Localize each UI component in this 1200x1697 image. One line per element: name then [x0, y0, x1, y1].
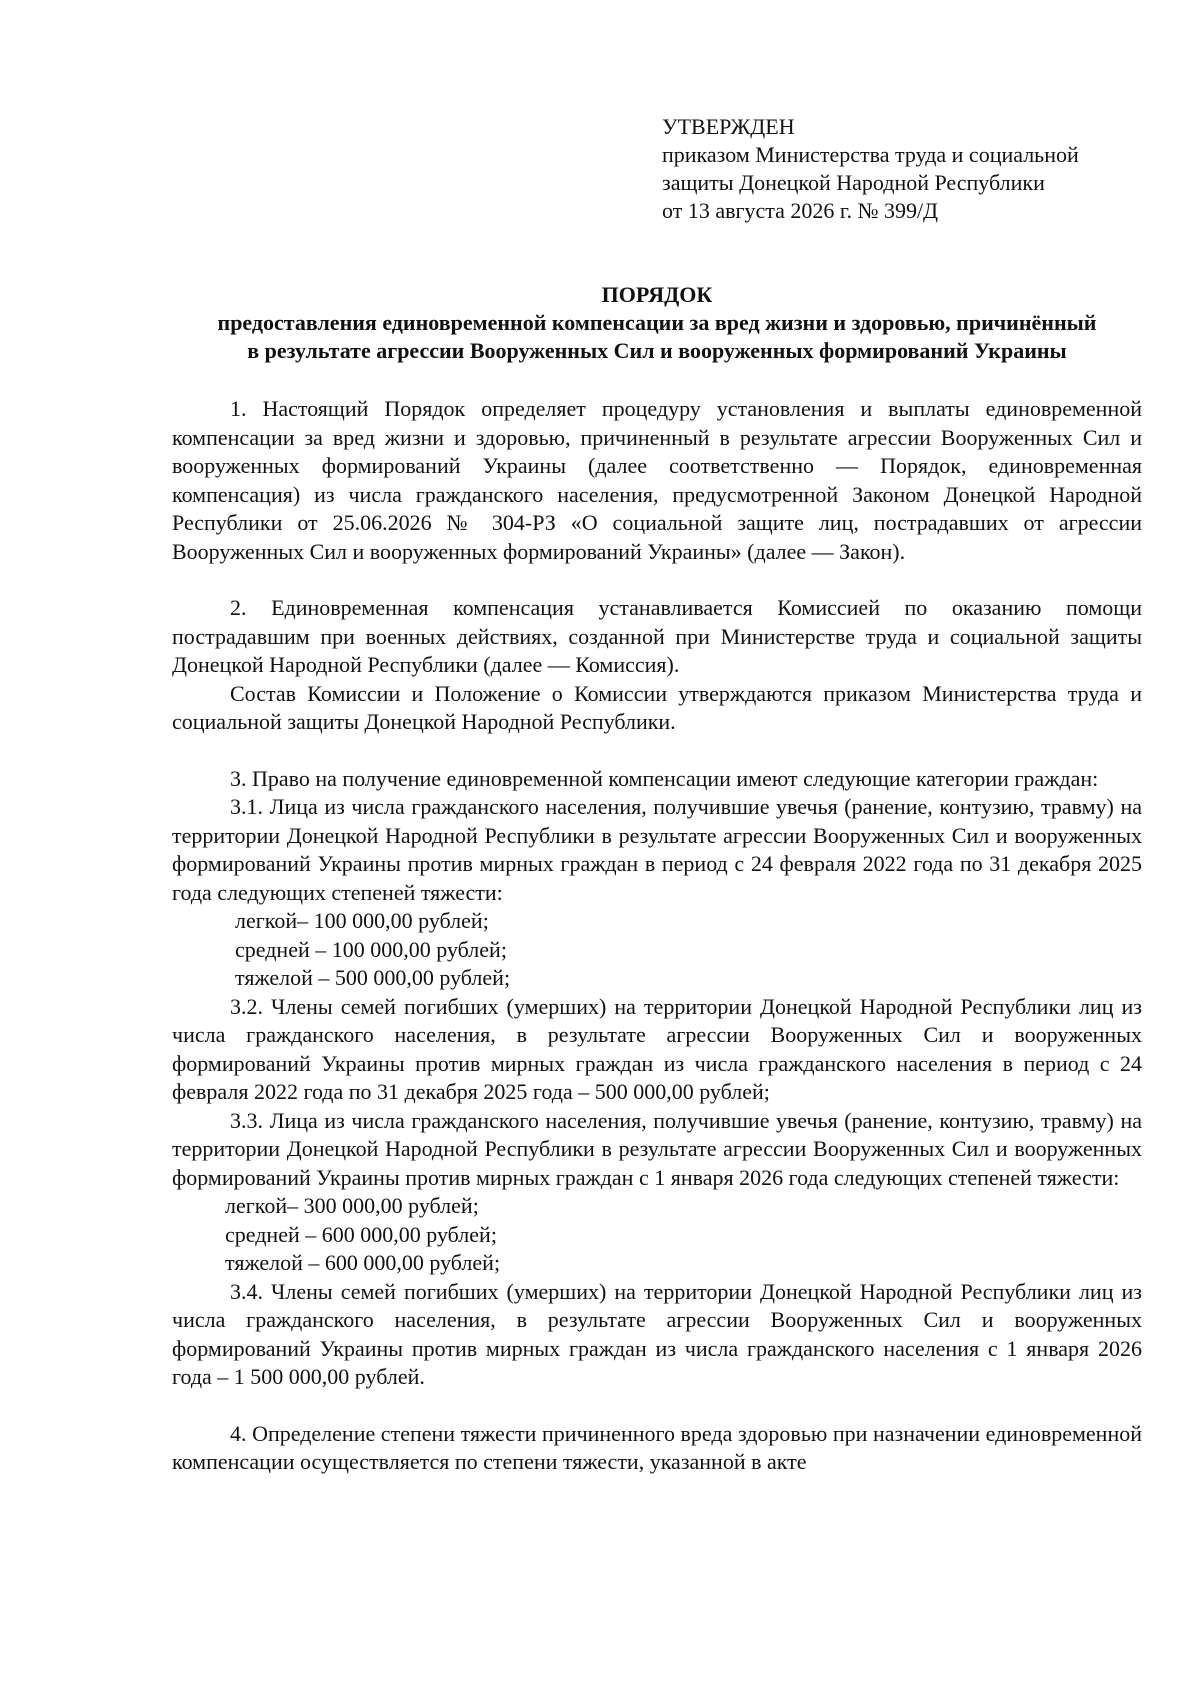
- paragraph-3-3-severe: тяжелой – 600 000,00 рублей;: [225, 1250, 501, 1275]
- paragraph-3-1: 3.1. Лица из числа гражданского населения, получившие увечья (ранение, контузию, травму) на территории Донецкой Народной Республики в результате агрессии Вооруженных Сил и вооруженных формирований Украины против мирных граждан в период с 24 февраля 2022 года по 31 декабря 2025 года следующих степеней тяжести:: [172, 794, 1142, 905]
- paragraph-3: 3. Право на получение единовременной компенсации имеют следующие категории граждан:: [230, 765, 1099, 791]
- paragraph-1: 1. Настоящий Порядок определяет процедуру установления и выплаты единовременной компенсации за вред жизни и здоровью, причиненный в результате агрессии Вооруженных Сил и вооруженных формирований Украины (далее соответственно — Порядок, единовременная компенсация) из числа гражданского населения, предусмотренной Законом Донецкой Народной Республики от 25.06.2026 № 304-РЗ «О социальной защите лиц, пострадавших от агрессии Вооруженных Сил и вооруженных формирований Украины» (далее — Закон).: [172, 396, 1142, 564]
- approval-line-3: от 13 августа 2026 г. № 399/Д: [662, 198, 939, 223]
- paragraph-3-3-light: легкой– 300 000,00 рублей;: [225, 1193, 479, 1218]
- document-heading: [172, 281, 1142, 365]
- document-title: ПОРЯДОК: [601, 282, 713, 307]
- paragraph-3-1-medium: средней – 100 000,00 рублей;: [235, 936, 507, 962]
- document-body: [172, 395, 1142, 1477]
- approval-title: УТВЕРЖДЕН: [662, 114, 795, 139]
- approval-stamp-block: [662, 113, 1162, 225]
- document-subtitle-line-1: предоставления единовременной компенсации за вред жизни и здоровью, причинённый: [217, 310, 1097, 335]
- paragraph-3-3-medium: средней – 600 000,00 рублей;: [225, 1221, 497, 1247]
- paragraph-3-4: 3.4. Члены семей погибших (умерших) на территории Донецкой Народной Республики лиц из числа гражданского населения, в результате агрессии Вооруженных Сил и вооруженных формирований Украины против мирных граждан из числа гражданского населения с 1 января 2026 года – 1 500 000,00 рублей.: [172, 1278, 1142, 1389]
- paragraph-3-1-light: легкой– 100 000,00 рублей;: [235, 908, 489, 933]
- document-subtitle-line-2: в результате агрессии Вооруженных Сил и вооруженных формирований Украины: [247, 338, 1067, 363]
- paragraph-3-2: 3.2. Члены семей погибших (умерших) на территории Донецкой Народной Республики лиц из числа гражданского населения, в результате агрессии Вооруженных Сил и вооруженных формирований Украины против мирных граждан из числа гражданского населения в период с 24 февраля 2022 года по 31 декабря 2025 года – 500 000,00 рублей;: [172, 993, 1142, 1104]
- paragraph-3-3: 3.3. Лица из числа гражданского населения, получившие увечья (ранение, контузию, травму) на территории Донецкой Народной Республики в результате агрессии Вооруженных Сил и вооруженных формирований Украины против мирных граждан с 1 января 2026 года следующих степеней тяжести:: [172, 1107, 1142, 1190]
- paragraph-2-commission: Состав Комиссии и Положение о Комиссии утверждаются приказом Министерства труда и социальной защиты Донецкой Народной Республики.: [172, 680, 1142, 734]
- approval-line-1: приказом Министерства труда и социальной: [662, 142, 1079, 167]
- paragraph-4: 4. Определение степени тяжести причиненного вреда здоровью при назначении единовременной компенсации осуществляется по степени тяжести, указанной в акте: [172, 1420, 1142, 1474]
- paragraph-2: 2. Единовременная компенсация устанавливается Комиссией по оказанию помощи пострадавшим при военных действиях, созданной при Министерстве труда и социальной защиты Донецкой Народной Республики (далее — Комиссия).: [172, 595, 1142, 677]
- paragraph-3-1-severe: тяжелой – 500 000,00 рублей;: [235, 965, 511, 990]
- approval-line-2: защиты Донецкой Народной Республики: [662, 170, 1045, 195]
